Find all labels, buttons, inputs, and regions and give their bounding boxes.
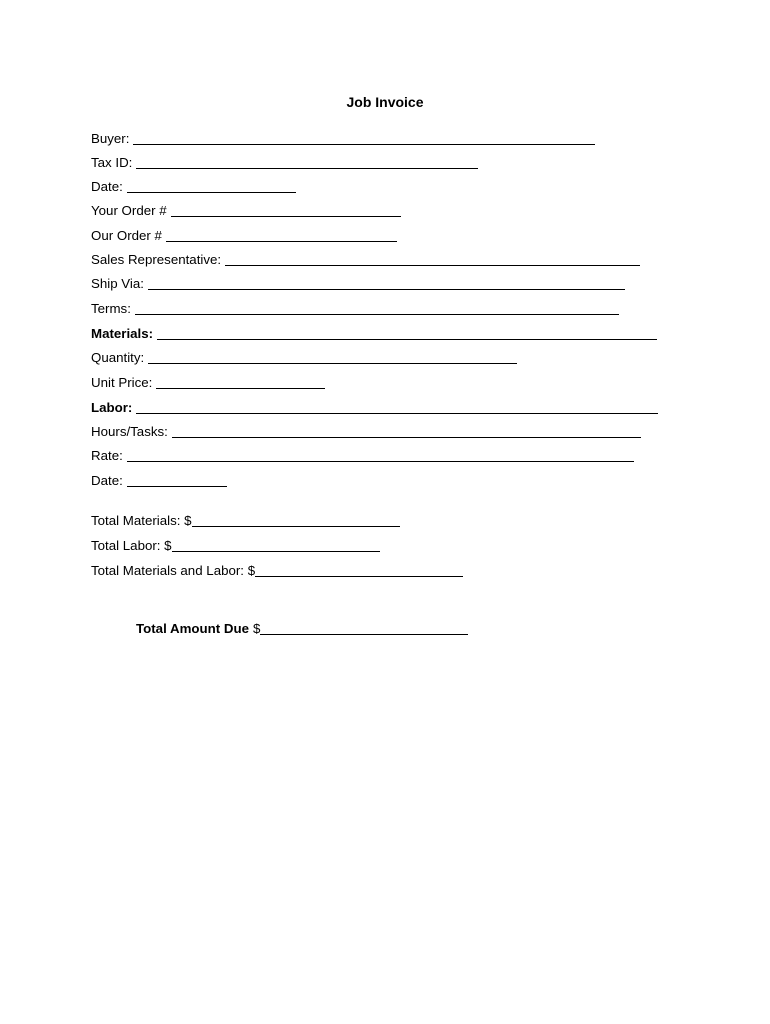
total-materials-labor-field[interactable]	[91, 562, 463, 579]
ship-via-field[interactable]	[91, 275, 625, 292]
total-due-blank[interactable]	[260, 622, 468, 635]
terms-label: Terms:	[91, 301, 131, 316]
your-order-blank[interactable]	[171, 204, 401, 217]
materials-blank[interactable]	[157, 327, 657, 340]
tax-id-label: Tax ID:	[91, 155, 133, 170]
labor-label: Labor:	[91, 400, 133, 415]
rate-field[interactable]	[91, 447, 634, 464]
your-order-label: Your Order #	[91, 203, 167, 218]
labor-date-blank[interactable]	[127, 474, 227, 487]
sales-rep-blank[interactable]	[225, 253, 640, 266]
date-label: Date:	[91, 179, 123, 194]
labor-date-field[interactable]	[91, 472, 227, 489]
buyer-blank[interactable]	[133, 132, 595, 145]
total-due-field[interactable]	[136, 620, 468, 637]
materials-label: Materials:	[91, 326, 154, 341]
buyer-label: Buyer:	[91, 131, 130, 146]
buyer-field[interactable]	[91, 130, 595, 147]
ship-via-blank[interactable]	[148, 277, 625, 290]
total-materials-label: Total Materials: $	[91, 513, 192, 528]
total-materials-field[interactable]	[91, 512, 400, 529]
total-labor-label: Total Labor: $	[91, 538, 172, 553]
your-order-field[interactable]	[91, 202, 401, 219]
tax-id-blank[interactable]	[136, 156, 478, 169]
our-order-blank[interactable]	[166, 229, 397, 242]
total-labor-field[interactable]	[91, 537, 380, 554]
tax-id-field[interactable]	[91, 154, 478, 171]
rate-blank[interactable]	[127, 449, 634, 462]
our-order-label: Our Order #	[91, 228, 162, 243]
labor-date-label: Date:	[91, 473, 123, 488]
page-title: Job Invoice	[346, 94, 424, 110]
date-blank[interactable]	[127, 180, 296, 193]
ship-via-label: Ship Via:	[91, 276, 144, 291]
terms-field[interactable]	[91, 300, 619, 317]
hours-tasks-blank[interactable]	[172, 425, 641, 438]
total-due-label: Total Amount Due	[136, 621, 250, 636]
total-materials-labor-label: Total Materials and Labor: $	[91, 563, 256, 578]
our-order-field[interactable]	[91, 227, 397, 244]
date-field[interactable]	[91, 178, 296, 195]
hours-tasks-label: Hours/Tasks:	[91, 424, 168, 439]
quantity-label: Quantity:	[91, 350, 145, 365]
sales-rep-label: Sales Representative:	[91, 252, 222, 267]
labor-blank[interactable]	[136, 401, 658, 414]
total-labor-blank[interactable]	[172, 539, 380, 552]
total-materials-blank[interactable]	[192, 514, 400, 527]
quantity-field[interactable]	[91, 349, 517, 366]
unit-price-label: Unit Price:	[91, 375, 153, 390]
total-due-currency: $	[253, 621, 261, 636]
sales-rep-field[interactable]	[91, 251, 640, 268]
quantity-blank[interactable]	[148, 351, 517, 364]
unit-price-blank[interactable]	[156, 376, 325, 389]
materials-field[interactable]	[91, 325, 657, 342]
terms-blank[interactable]	[135, 302, 619, 315]
hours-tasks-field[interactable]	[91, 423, 641, 440]
labor-field[interactable]	[91, 399, 658, 416]
unit-price-field[interactable]	[91, 374, 325, 391]
total-materials-labor-blank[interactable]	[255, 564, 463, 577]
rate-label: Rate:	[91, 448, 123, 463]
